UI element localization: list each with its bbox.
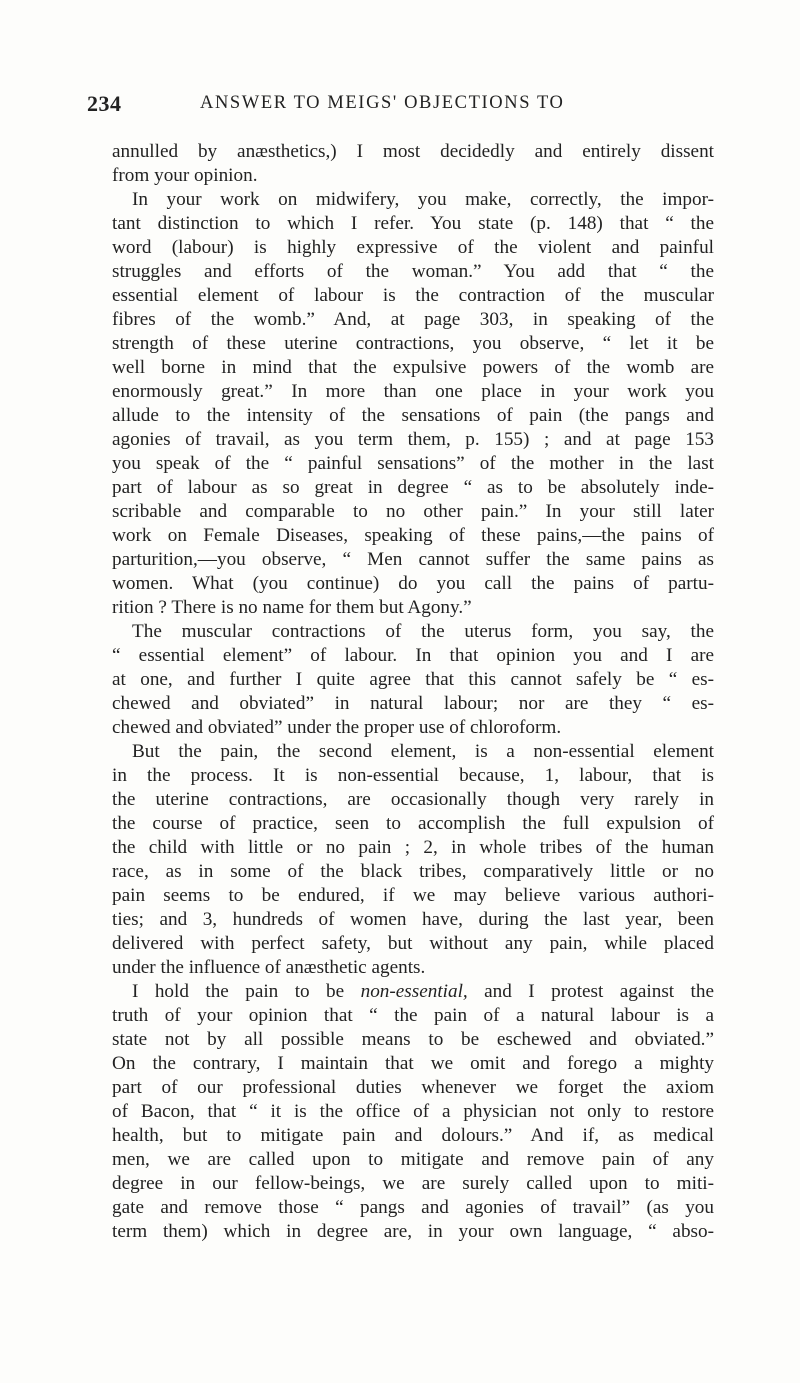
text-line: annulled by anæsthetics,) I most decidedly and entirely dissent <box>112 141 714 162</box>
text-line: women. What (you continue) do you call the pains of partu- <box>112 573 714 594</box>
text-line: part of our professional duties whenever we forget the axiom <box>112 1077 714 1098</box>
text-line: “ essential element” of labour. In that opinion you and I are <box>112 645 714 666</box>
italic-emphasis: non-essential, <box>360 981 468 1002</box>
text-line: chewed and obviated” under the proper use of chloroform. <box>112 717 562 738</box>
text-line: struggles and efforts of the woman.” You add that “ the <box>112 261 714 282</box>
text-line: the uterine contractions, are occasionally though very rarely in <box>112 789 714 810</box>
text-line: fibres of the womb.” And, at page 303, in speaking of the <box>112 309 714 330</box>
text-line: men, we are called upon to mitigate and remove pain of any <box>112 1149 714 1170</box>
text-line: pain seems to be endured, if we may believe various authori- <box>112 885 714 906</box>
text-line: term them) which in degree are, in your own language, “ abso- <box>112 1221 714 1242</box>
text-line: enormously great.” In more than one place in your work you <box>112 381 714 402</box>
text-line <box>112 980 714 1004</box>
text-line: under the influence of anæsthetic agents. <box>112 957 426 978</box>
text-line: of Bacon, that “ it is the office of a physician not only to restore <box>112 1101 714 1122</box>
text-line: the child with little or no pain ; 2, in whole tribes of the human <box>112 837 714 858</box>
text-line: race, as in some of the black tribes, comparatively little or no <box>112 861 714 882</box>
text-line: at one, and further I quite agree that this cannot safely be “ es- <box>112 669 714 690</box>
body-text <box>112 140 714 1244</box>
text-line: agonies of travail, as you term them, p. 155) ; and at page 153 <box>112 429 714 450</box>
running-head <box>87 91 727 121</box>
text-line: rition ? There is no name for them but Agony.” <box>112 597 472 618</box>
text-line: health, but to mitigate pain and dolours.” And if, as medical <box>112 1125 714 1146</box>
text-fragment: and I protest against the <box>467 981 714 1002</box>
text-line: But the pain, the second element, is a non-essential element <box>132 741 714 762</box>
text-line: degree in our fellow-beings, we are surely called upon to miti- <box>112 1173 714 1194</box>
text-line: ties; and 3, hundreds of women have, during the last year, been <box>112 909 714 930</box>
text-line: gate and remove those “ pangs and agonies of travail” (as you <box>112 1197 714 1218</box>
page-number: 234 <box>87 91 122 116</box>
text-line: On the contrary, I maintain that we omit and forego a mighty <box>112 1053 714 1074</box>
text-line: strength of these uterine contractions, you observe, “ let it be <box>112 333 714 354</box>
text-line: from your opinion. <box>112 165 258 186</box>
text-line: tant distinction to which I refer. You state (p. 148) that “ the <box>112 213 714 234</box>
text-line: chewed and obviated” in natural labour; nor are they “ es- <box>112 693 714 714</box>
text-line: the course of practice, seen to accomplish the full expulsion of <box>112 813 714 834</box>
text-line: parturition,—you observe, “ Men cannot suffer the same pains as <box>112 549 714 570</box>
text-line: delivered with perfect safety, but without any pain, while placed <box>112 933 714 954</box>
text-line: well borne in mind that the expulsive powers of the womb are <box>112 357 714 378</box>
text-line: you speak of the “ painful sensations” of the mother in the last <box>112 453 714 474</box>
text-line: scribable and comparable to no other pain.” In your still later <box>112 501 714 522</box>
text-line: truth of your opinion that “ the pain of a natural labour is a <box>112 1005 714 1026</box>
text-line: part of labour as so great in degree “ as to be absolutely inde- <box>112 477 714 498</box>
text-line: work on Female Diseases, speaking of these pains,—the pains of <box>112 525 714 546</box>
text-line: The muscular contractions of the uterus form, you say, the <box>132 621 714 642</box>
text-line: in the process. It is non-essential because, 1, labour, that is <box>112 765 714 786</box>
text-line: word (labour) is highly expressive of the violent and painful <box>112 237 714 258</box>
text-line: In your work on midwifery, you make, correctly, the impor- <box>132 189 714 210</box>
text-line: essential element of labour is the contraction of the muscular <box>112 285 714 306</box>
text-line: state not by all possible means to be eschewed and obviated.” <box>112 1029 714 1050</box>
text-line: allude to the intensity of the sensations of pain (the pangs and <box>112 405 714 426</box>
running-title: ANSWER TO MEIGS' OBJECTIONS TO <box>200 93 565 113</box>
text-fragment: I hold the pain to be <box>132 981 361 1002</box>
